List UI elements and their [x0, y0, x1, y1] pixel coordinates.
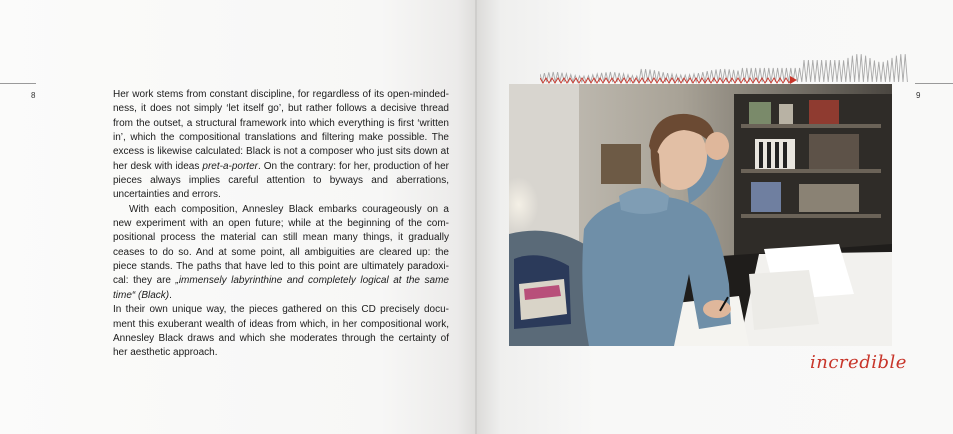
photo-woman-writing-at-desk [509, 84, 892, 346]
page-number-right: 9 [916, 91, 921, 100]
left-page [0, 0, 476, 434]
page-rule-left [0, 83, 36, 84]
body-text [113, 88, 449, 361]
paragraph: With each composition, Annesley Black embarks courageously on a new experiment with an open future; while at the beginning of the compositional process the material can still mean many things, it gradually ceases to do so. And at some point, all ambiguities are cleared up: the piece stands. The paths that have led to this point are ultimately paradoxical: they are „immensely labyrinthine and completely logical at the same time“ (Black). [113, 203, 449, 301]
handwritten-note: incredible [810, 352, 907, 373]
page-rule-right [915, 83, 953, 84]
paragraph: In their own unique way, the pieces gathered on this CD precisely document this exuberant wealth of ideas from which, in her compositional work, Annesley Black draws and which she moderates through the certainty of her aesthetic approach. [113, 304, 449, 359]
paragraph: Her work stems from constant discipline, for regardless of its open-mindedness, it does not simply ‘let itself go’, but rather follows a decisive thread from the outset, a structural framework into which everything is first ‘written in’, which the compositional translations and filtering make possible. The excess is likewise calculated: Black is not a composer who just sits down at her desk with ideas pret-a-porter. On the contrary: for her, production of her pieces always implies careful attention to byways and aberrations, uncertainties and errors. [113, 89, 449, 201]
page-number-left: 8 [31, 91, 36, 100]
